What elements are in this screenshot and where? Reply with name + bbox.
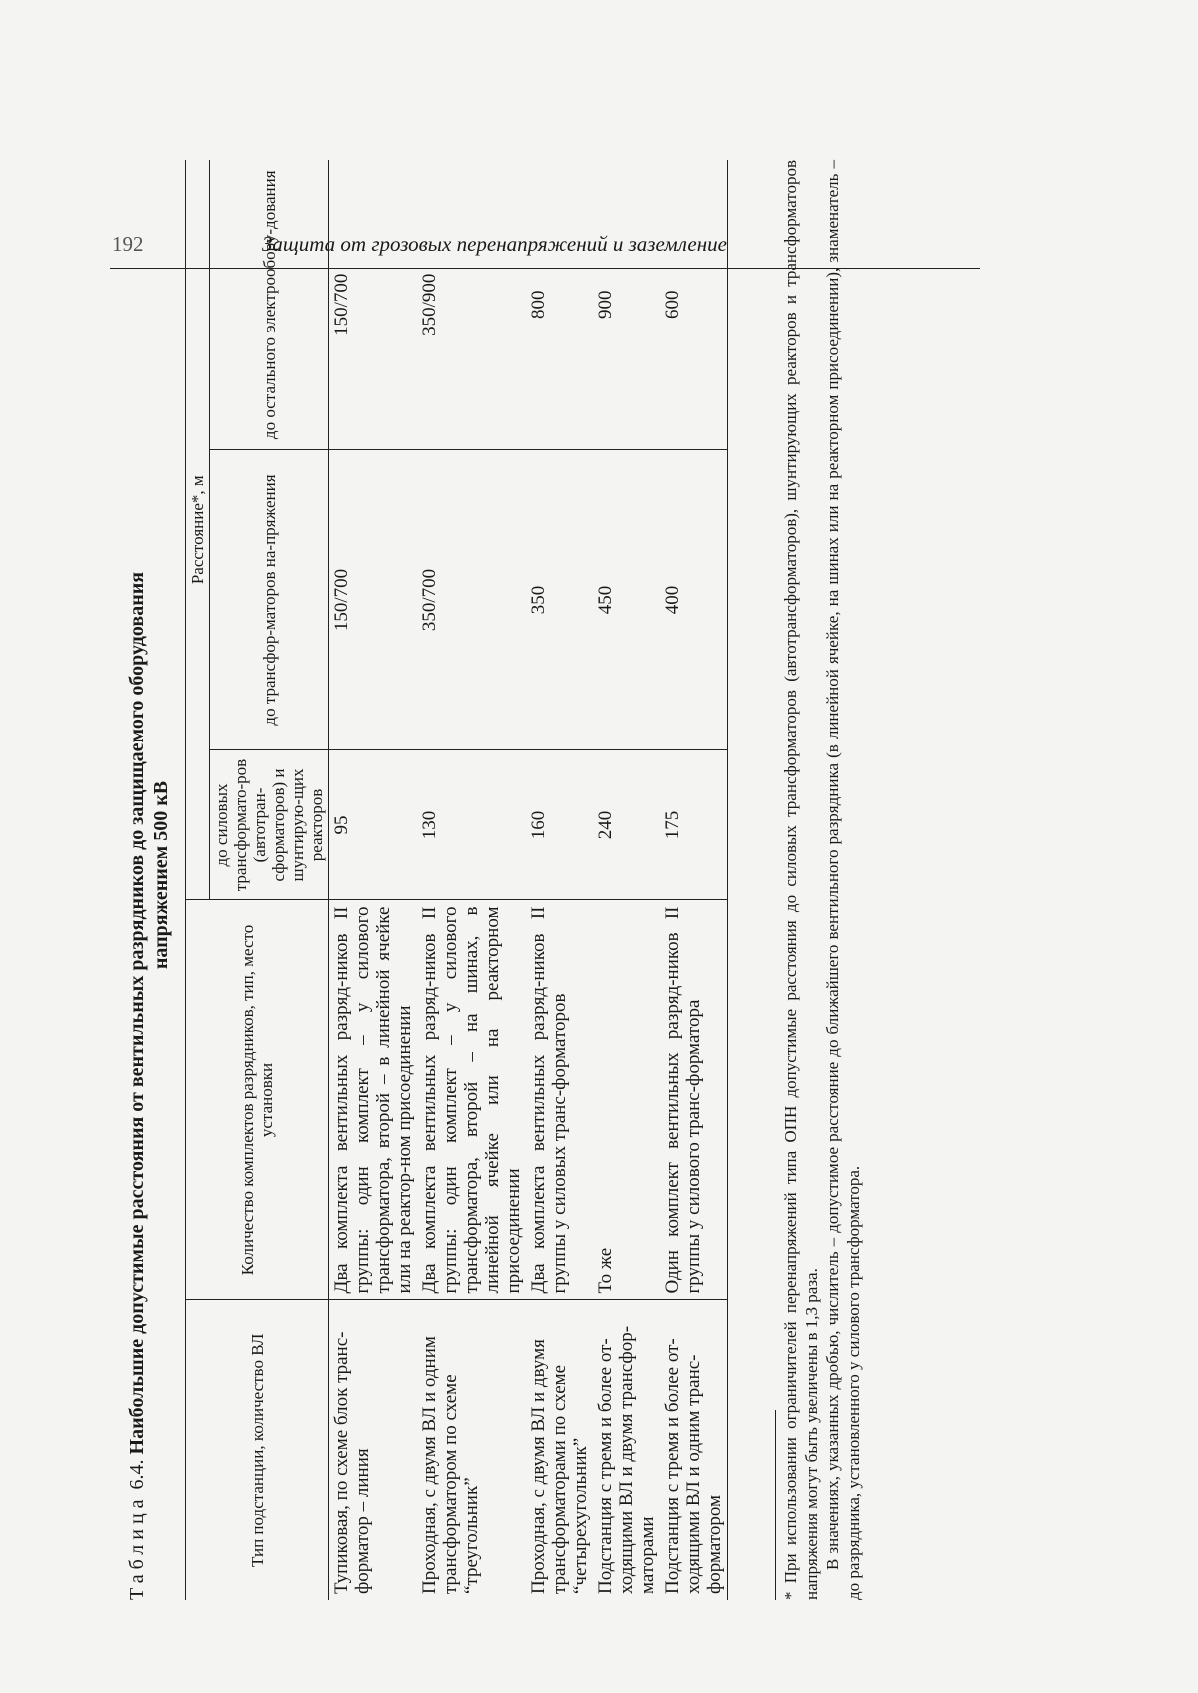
cell-distance-2: 450 bbox=[593, 450, 660, 750]
caption-number: 6.4. bbox=[126, 1459, 148, 1490]
cell-distance-3: 900 bbox=[595, 290, 616, 319]
col-header-to-power-transformers: до силовых трансформато-ров (автотран-сформаторов) и шунтирую-щих реакторов bbox=[210, 750, 329, 900]
cell-arresters: Два комплекта вентильных разряд-ников II группы: один комплект – у силового трансформатора, второй – в линейной ячейке или на реактор-ном присоединении bbox=[329, 900, 418, 1300]
footnote-rule bbox=[775, 1410, 776, 1600]
cell-distance-3: 800 bbox=[528, 290, 549, 319]
cell-substation-type: Проходная, с двумя ВЛ и одним трансформатором по схеме “треугольник” bbox=[417, 1300, 526, 1600]
cell-distance-1: 130 bbox=[417, 750, 526, 900]
footnote-2: В значениях, указанных дробью, числитель – допустимое расстояние до ближайшего вентильного разрядника (в линейной ячейке, на шинах или на реакторном присоединении), знаменатель – до разрядника, установленного у силового трансформатора. bbox=[823, 160, 863, 1600]
footnotes bbox=[775, 160, 864, 1600]
cell-arresters: Два комплекта вентильных разряд-ников II группы у силовых транс-форматоров bbox=[526, 900, 593, 1300]
cell-arresters: То же bbox=[593, 900, 660, 1300]
cell-substation-type: Тупиковая, по схеме блок транс-форматор – линия bbox=[329, 1300, 418, 1600]
caption-lead: Таблица bbox=[126, 1494, 148, 1600]
cell-distance-2: 350 bbox=[526, 450, 593, 750]
cell-distance-3: 150/700 bbox=[331, 273, 352, 336]
cell-substation-type: Подстанция с тремя и более от-ходящими ВЛ и двумя трансфор-маторами bbox=[593, 1300, 660, 1600]
col-group-header-distance: Расстояние*, м bbox=[186, 160, 210, 900]
page-number: 192 bbox=[112, 232, 144, 256]
running-title: Защита от грозовых перенапряжений и заземление bbox=[262, 232, 727, 256]
cell-arresters: Один комплект вентильных разряд-ников II группы у силового транс-форматора bbox=[660, 900, 728, 1300]
table-row bbox=[417, 160, 526, 1600]
table-row bbox=[526, 160, 593, 1600]
col-header-to-other-equipment: до остального электрообору-дования bbox=[210, 160, 329, 450]
cell-substation-type: Подстанция с тремя и более от-ходящими ВЛ и одним транс-форматором bbox=[660, 1300, 728, 1600]
cell-distance-1: 95 bbox=[329, 750, 418, 900]
cell-distance-1: 175 bbox=[660, 750, 728, 900]
table-caption bbox=[125, 150, 173, 1600]
cell-distance-2: 350/700 bbox=[417, 450, 526, 750]
distance-table bbox=[185, 160, 728, 1600]
col-header-arresters: Количество комплектов разрядников, тип, место установки bbox=[186, 900, 329, 1300]
col-header-to-voltage-transformers: до трансфор-маторов на-пряжения bbox=[210, 450, 329, 750]
table-row bbox=[593, 160, 660, 1600]
rotated-table-block bbox=[125, 150, 965, 1600]
cell-distance-1: 240 bbox=[593, 750, 660, 900]
cell-substation-type: Проходная, с двумя ВЛ и двумя трансформаторами по схеме “четырехугольник” bbox=[526, 1300, 593, 1600]
table-row bbox=[660, 160, 728, 1600]
cell-distance-2: 150/700 bbox=[329, 450, 418, 750]
cell-distance-2: 400 bbox=[660, 450, 728, 750]
cell-distance-1: 160 bbox=[526, 750, 593, 900]
cell-distance-3: 600 bbox=[660, 160, 728, 450]
table-row bbox=[329, 160, 418, 1600]
col-header-substation-type: Тип подстанции, количество ВЛ bbox=[186, 1300, 329, 1600]
caption-title-line2: напряжением 500 кВ bbox=[150, 780, 172, 970]
cell-arresters: Два комплекта вентильных разряд-ников II группы: один комплект – у силового трансформатора, второй – на шинах, в линейной ячейке или на реакторном присоединении bbox=[417, 900, 526, 1300]
cell-distance-3: 350/900 bbox=[419, 273, 440, 336]
footnote-1: * При использовании ограничителей перенапряжений типа ОПН допустимые расстояния до силовых трансформаторов (автотрансформаторов), шунтирующих реакторов и трансформаторов напряжения могут быть увеличены в 1,3 раза. bbox=[781, 160, 821, 1600]
caption-title-line1: Наибольшие допустимые расстояния от вентильных разрядников до защищаемого оборудования bbox=[126, 571, 148, 1455]
